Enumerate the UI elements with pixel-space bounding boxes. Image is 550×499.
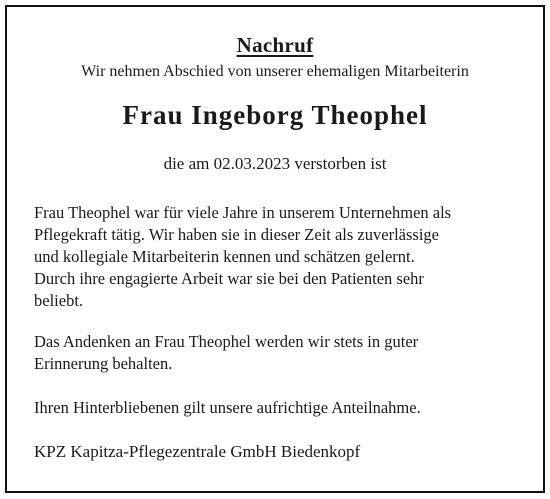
notice-heading: Nachruf bbox=[236, 33, 314, 57]
notice-subheading: Wir nehmen Abschied von unserer ehemaligen Mitarbeiterin bbox=[81, 63, 469, 80]
remembrance-paragraph bbox=[34, 331, 524, 375]
death-date-line: die am 02.03.2023 verstorben ist bbox=[163, 154, 387, 173]
deceased-name: Frau Ingeborg Theophel bbox=[122, 100, 428, 130]
company-signature: KPZ Kapitza-Pflegezentrale GmbH Biedenkopf bbox=[34, 442, 361, 461]
tribute-paragraph bbox=[34, 202, 524, 312]
remembrance-line: Das Andenken an Frau Theophel werden wir stets in guter bbox=[34, 332, 419, 351]
condolence-paragraph bbox=[34, 397, 524, 419]
tribute-line: Pflegekraft tätig. Wir haben sie in dieser Zeit als zuverlässige bbox=[34, 225, 439, 244]
tribute-line: Frau Theophel war für viele Jahre in unserem Unternehmen als bbox=[34, 203, 452, 222]
tribute-line: beliebt. bbox=[34, 291, 84, 310]
tribute-line: und kollegiale Mitarbeiterin kennen und schätzen gelernt. bbox=[34, 247, 415, 266]
condolence-line: Ihren Hinterbliebenen gilt unsere aufrichtige Anteilnahme. bbox=[34, 398, 421, 417]
tribute-line: Durch ihre engagierte Arbeit war sie bei den Patienten sehr bbox=[34, 269, 424, 288]
remembrance-line: Erinnerung behalten. bbox=[34, 354, 173, 373]
